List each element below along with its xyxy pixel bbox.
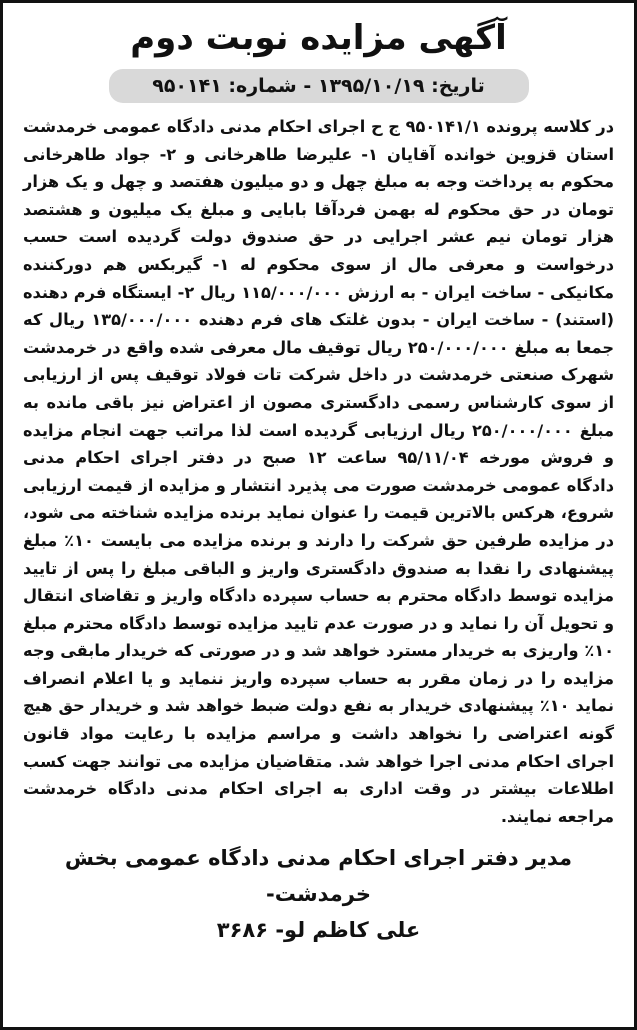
signature-role: مدیر دفتر اجرای احکام مدنی دادگاه عمومی بخش خرمدشت- [64,846,573,907]
date-number-bar: تاریخ: ۱۳۹۵/۱۰/۱۹ - شماره: ۹۵۰۱۴۱ [109,69,529,103]
notice-body: در کلاسه پرونده ۹۵۰۱۴۱/۱ ج ح اجرای احکام مدنی دادگاه عمومی خرمدشت استان قزوین خوانده آقایان ۱- علیرضا طاهرخانی و ۲- جواد طاهرخانی محکوم به پرداخت وجه به مبلغ چهل و دو میلیون هفتصد و چهل و یک هزار تومان در حق محکوم له بهمن فردآقا بابایی و مبلغ یک میلیون و هشتصد هزار تومان نیم عشر اجرایی در حق صندوق دولت گردیده است حسب درخواست و معرفی مال از سوی محکوم له ۱- گیربکس هم دورکننده مکانیکی - ساخت ایران - به ارزش ۱۱۵/۰۰۰/۰۰۰ ریال ۲- ایستگاه فرم دهنده (استند) - ساخت ایران - بدون غلتک های فرم دهنده ۱۳۵/۰۰۰/۰۰۰ ریال که جمعا به مبلغ ۲۵۰/۰۰۰/۰۰۰ ریال توقیف مال معرفی شده واقع در خرمدشت شهرک صنعتی خرمدشت در داخل شرکت تات فولاد توقیف پس از ارزیابی از سوی کارشناس رسمی دادگستری مصون از اعتراض نیز باقی مانده به مبلغ ۲۵۰/۰۰۰/۰۰۰ ریال ارزیابی گردیده است لذا مراتب جهت انجام مزایده و فروش مورخه ۹۵/۱۱/۰۴ ساعت ۱۲ صبح در دفتر اجرای احکام مدنی دادگاه عمومی خرمدشت صورت می پذیرد انتشار و مزایده از قیمت ارزیابی شروع، هرکس بالاترین قیمت را عنوان نماید برنده مزایده شناخته می شود، در مزایده طرفین حق شرکت را دارند و برنده مزایده می بایست ۱۰٪ مبلغ پیشنهادی را نقدا به صندوق دادگستری واریز و الباقی مبلغ را پس از تایید مزایده توسط دادگاه محترم به حساب سپرده دادگاه واریز و تقاضای انتقال و تحویل آن را نماید و در صورت عدم تایید مزایده توسط دادگاه محترم مبلغ ۱۰٪ واریزی به خریدار مسترد خواهد شد و در صورتی که خریدار مابقی وجه مزایده را در زمان مقرر به حساب سپرده واریز ننماید و یا اعلام انصراف نماید ۱۰٪ پیشنهادی خریدار به نفع دولت ضبط خواهد شد و خریدار حق هیچ گونه اعتراضی را نخواهد داشت و مراسم مزایده با رعایت مواد قانون اجرای احکام مدنی اجرا خواهد شد. متقاضیان مزایده می توانند جهت کسب اطلاعات بیشتر در وقت اداری به اجرای احکام مدنی دادگاه خرمدشت مراجعه نمایند. [23,117,615,826]
notice-title: آگهی مزایده نوبت دوم [130,18,507,58]
signature-block [23,840,614,948]
signature-name: علی کاظم لو- ۳۶۸۶ [216,918,421,943]
